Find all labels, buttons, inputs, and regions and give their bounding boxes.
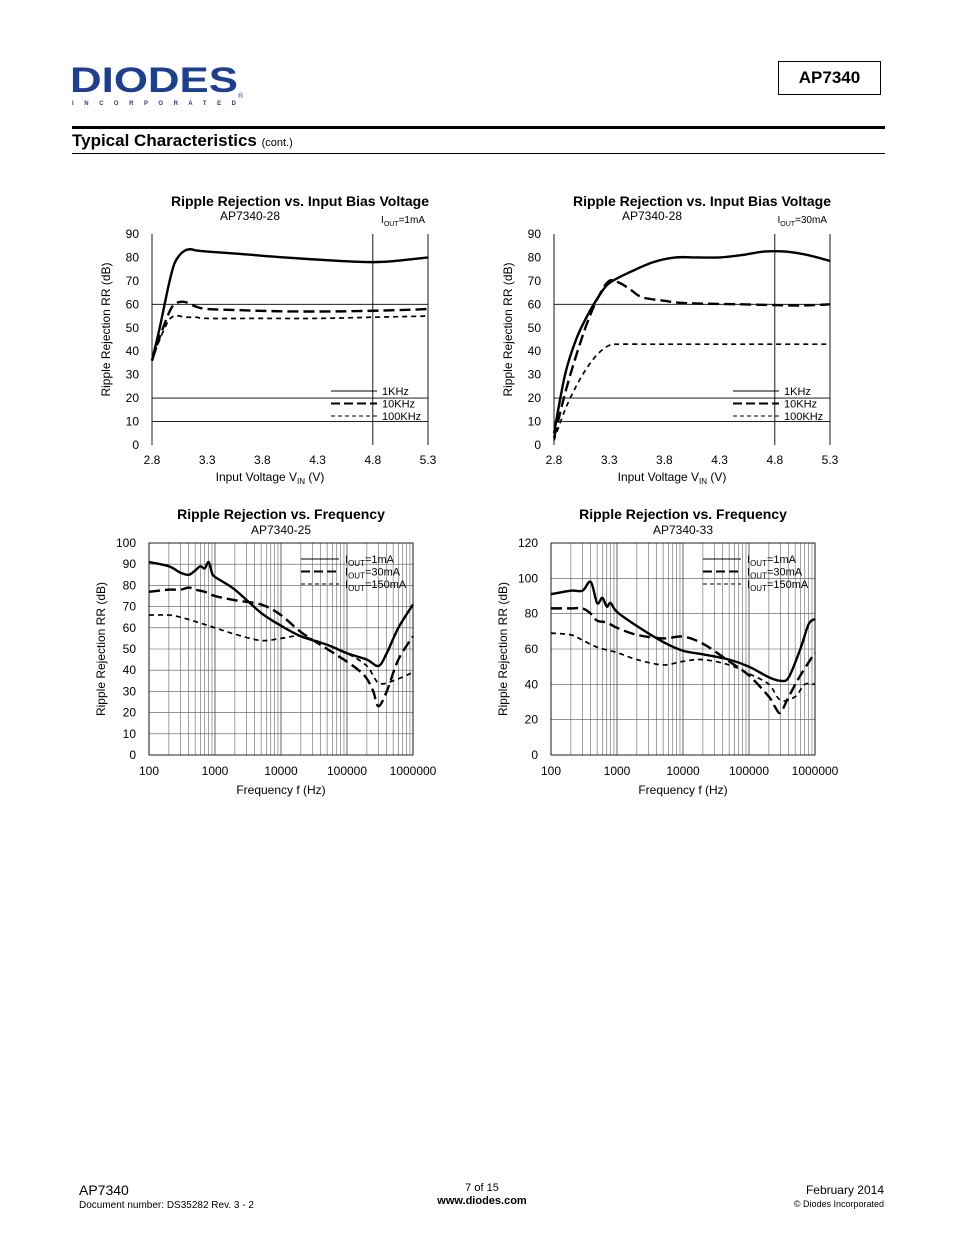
section-title <box>72 131 293 151</box>
x-tick-label: 5.3 <box>419 453 437 467</box>
y-tick-label: 10 <box>122 726 136 741</box>
x-tick-label: 3.8 <box>254 453 271 467</box>
y-tick-label: 120 <box>517 536 538 550</box>
chart-subtitle: AP7340-28 <box>621 209 683 223</box>
legend-label-iout-30ma: $I_{OUT}=30mA$ <box>747 566 803 581</box>
part-number: AP7340 <box>798 68 861 87</box>
legend-label-1khz: 1KHz <box>382 386 409 398</box>
x-tick-label: 10000 <box>666 764 700 778</box>
y-tick-label: 100 <box>517 571 538 586</box>
x-tick-label: 3.3 <box>198 453 216 467</box>
legend <box>331 386 421 423</box>
y-tick-label: 20 <box>122 705 136 720</box>
y-axis-label: Ripple Rejection RR (dB) <box>501 262 515 397</box>
y-tick-label: 80 <box>524 606 538 621</box>
x-tick-label: 5.3 <box>821 453 839 467</box>
y-tick-label: 40 <box>122 663 136 678</box>
legend-label-iout-1ma: $I_{OUT}=1mA$ <box>747 554 796 568</box>
y-tick-label: 0 <box>129 748 136 762</box>
y-tick-label: 60 <box>125 297 139 312</box>
x-tick-label: 4.3 <box>309 453 326 467</box>
series-line-100khz <box>152 316 428 361</box>
footer-right <box>794 1183 884 1209</box>
legend-label-100khz: 100KHz <box>382 411 422 423</box>
x-tick-label: 3.3 <box>600 453 618 467</box>
legend-label-1khz: 1KHz <box>784 386 811 398</box>
y-tick-label: 90 <box>125 227 139 241</box>
y-tick-label: 60 <box>122 620 136 635</box>
y-tick-label: 90 <box>527 227 541 241</box>
y-tick-label: 30 <box>527 367 541 382</box>
legend-label-100khz: 100KHz <box>784 411 824 423</box>
logo-registered: ® <box>238 93 244 100</box>
footer-page-number: 7 of 15 <box>465 1182 499 1194</box>
chart-rr-vs-freq-33 <box>495 500 850 805</box>
x-axis-label: Input Voltage $V_{IN}$ (V) <box>617 470 727 486</box>
series-line-10khz <box>152 302 428 361</box>
chart-title: Ripple Rejection vs. Frequency <box>579 506 787 522</box>
chart-subtitle: AP7340-28 <box>219 209 281 223</box>
legend-label-iout-150ma: $I_{OUT}=150mA$ <box>747 579 809 593</box>
x-axis-label: Frequency f (Hz) <box>236 783 326 797</box>
x-tick-label: 4.8 <box>766 453 784 467</box>
chart-rr-vs-vin-1ma <box>95 185 445 490</box>
x-tick-label: 1000000 <box>389 764 437 778</box>
y-tick-label: 20 <box>527 391 541 406</box>
header-rule <box>72 126 885 129</box>
chart-subtitle: AP7340-33 <box>652 523 714 537</box>
y-tick-label: 20 <box>524 712 538 727</box>
y-tick-label: 30 <box>125 367 139 382</box>
footer-website-link[interactable]: www.diodes.com <box>437 1195 527 1207</box>
y-axis-label: Ripple Rejection RR (dB) <box>94 581 108 717</box>
chart-title: Ripple Rejection vs. Input Bias Voltage <box>572 193 832 209</box>
y-tick-label: 30 <box>122 684 136 699</box>
y-tick-label: 0 <box>132 438 139 452</box>
x-tick-label: 1000 <box>201 764 229 778</box>
legend <box>301 554 407 593</box>
logo-wordmark: DIODES <box>70 62 238 100</box>
footer-date: February 2014 <box>805 1183 884 1197</box>
x-tick-label: 2.8 <box>143 453 161 467</box>
footer-doc-number: Document number: DS35282 Rev. 3 - 2 <box>79 1200 254 1211</box>
x-tick-label: 1000 <box>603 764 631 778</box>
x-tick-label: 4.3 <box>711 453 728 467</box>
y-tick-label: 70 <box>527 273 541 288</box>
part-number-box <box>778 61 881 95</box>
logo-subtitle: I N C O R P O R A T E D <box>72 101 237 107</box>
y-tick-label: 80 <box>125 250 139 265</box>
y-axis-label: Ripple Rejection RR (dB) <box>496 581 510 717</box>
legend <box>733 386 823 423</box>
y-tick-label: 50 <box>527 320 541 335</box>
y-tick-label: 80 <box>122 578 136 593</box>
legend-label-10khz: 10KHz <box>784 398 818 411</box>
y-tick-label: 80 <box>527 250 541 265</box>
y-tick-label: 50 <box>122 642 136 656</box>
y-tick-label: 40 <box>125 344 139 359</box>
chart-rr-vs-freq-25 <box>93 500 448 805</box>
x-tick-label: 3.8 <box>656 453 673 467</box>
y-tick-label: 10 <box>125 414 139 429</box>
y-tick-label: 100 <box>115 536 136 550</box>
legend-label-10khz: 10KHz <box>382 398 416 411</box>
x-tick-label: 100 <box>138 764 160 778</box>
chart-subtitle: AP7340-25 <box>250 523 312 537</box>
y-tick-label: 20 <box>125 391 139 406</box>
x-axis-label: Frequency f (Hz) <box>638 783 728 797</box>
x-tick-label: 2.8 <box>545 453 563 467</box>
y-tick-label: 70 <box>122 599 136 614</box>
y-tick-label: 90 <box>122 557 136 572</box>
x-axis-label: Input Voltage $V_{IN}$ (V) <box>215 470 325 486</box>
y-tick-label: 40 <box>527 344 541 359</box>
x-tick-label: 100 <box>540 764 562 778</box>
y-tick-label: 0 <box>534 438 541 452</box>
y-tick-label: 60 <box>527 297 541 312</box>
footer-part-number: AP7340 <box>79 1182 129 1198</box>
section-title-cont: (cont.) <box>261 137 293 149</box>
section-title-text: Typical Characteristics <box>72 131 257 150</box>
y-tick-label: 70 <box>125 273 139 288</box>
y-tick-label: 10 <box>527 414 541 429</box>
legend-label-iout-150ma: $I_{OUT}=150mA$ <box>345 579 407 593</box>
x-tick-label: 1000000 <box>791 764 839 778</box>
chart-title: Ripple Rejection vs. Frequency <box>177 506 385 522</box>
footer-left <box>79 1182 254 1211</box>
chart-title: Ripple Rejection vs. Input Bias Voltage <box>170 193 430 209</box>
y-tick-label: 0 <box>531 748 538 762</box>
x-tick-label: 100000 <box>728 764 770 778</box>
y-tick-label: 50 <box>125 320 139 335</box>
legend-label-iout-1ma: $I_{OUT}=1mA$ <box>345 554 394 568</box>
y-axis-label: Ripple Rejection RR (dB) <box>99 262 113 397</box>
x-tick-label: 10000 <box>264 764 298 778</box>
chart-condition-label: $I_{OUT}=1mA$ <box>381 215 425 228</box>
chart-rr-vs-vin-30ma <box>497 185 847 490</box>
x-tick-label: 4.8 <box>364 453 382 467</box>
footer-copyright: © Diodes Incorporated <box>793 1199 884 1209</box>
y-tick-label: 40 <box>524 677 538 692</box>
y-tick-label: 60 <box>524 642 538 656</box>
legend <box>703 554 809 593</box>
diodes-logo <box>70 62 250 108</box>
chart-condition-label: $I_{OUT}=30mA$ <box>777 215 827 228</box>
footer-center <box>382 1182 582 1207</box>
legend-label-iout-30ma: $I_{OUT}=30mA$ <box>345 566 401 581</box>
x-tick-label: 100000 <box>326 764 368 778</box>
section-rule <box>72 153 885 154</box>
